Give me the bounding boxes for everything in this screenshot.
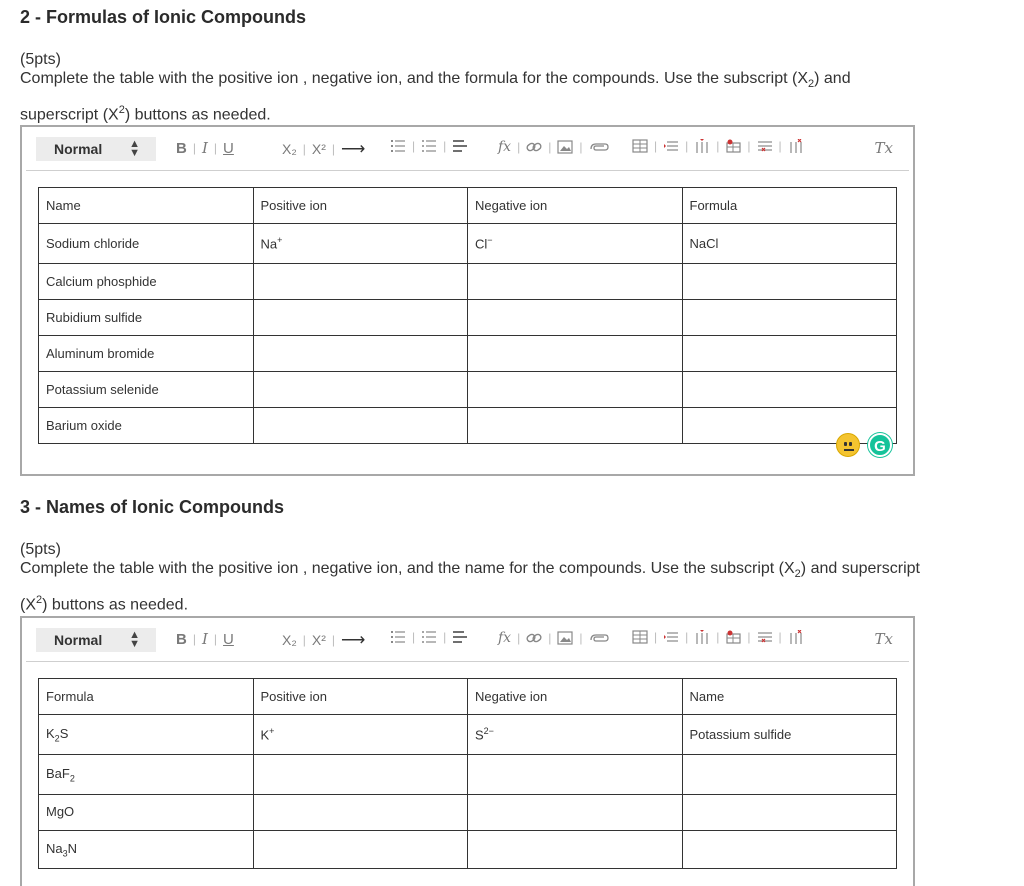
name-cell[interactable]: Aluminum bromide bbox=[39, 336, 254, 372]
separator: | bbox=[685, 630, 689, 644]
positive-ion-cell[interactable]: K+ bbox=[253, 715, 468, 755]
positive-ion-cell[interactable] bbox=[253, 755, 468, 795]
question-title: 2 - Formulas of Ionic Compounds bbox=[20, 7, 307, 27]
bullet-list-icon[interactable] bbox=[421, 630, 437, 644]
negative-ion-cell[interactable] bbox=[468, 300, 683, 336]
superscript-button[interactable]: X² bbox=[311, 141, 326, 157]
separator: | bbox=[517, 140, 521, 154]
table-header-row bbox=[39, 188, 897, 224]
script-group bbox=[282, 139, 365, 159]
table-row bbox=[39, 831, 897, 869]
separator: | bbox=[192, 632, 196, 646]
table-icon[interactable] bbox=[632, 630, 648, 644]
separator: | bbox=[517, 631, 521, 645]
negative-ion-cell[interactable] bbox=[468, 372, 683, 408]
positive-ion-cell[interactable] bbox=[253, 336, 468, 372]
rich-text-editor[interactable] bbox=[20, 125, 915, 476]
formulas-table bbox=[38, 187, 897, 444]
formula-cell[interactable]: $K_2S$ bbox=[39, 715, 254, 755]
arrow-button[interactable]: ⟶ bbox=[341, 139, 366, 158]
negative-ion-cell[interactable] bbox=[468, 831, 683, 869]
table-row bbox=[39, 224, 897, 264]
subscript-button[interactable]: X₂ bbox=[282, 141, 297, 157]
table-row bbox=[39, 300, 897, 336]
header-cell[interactable]: Negative ion bbox=[468, 679, 683, 715]
header-cell[interactable]: Name bbox=[682, 679, 897, 715]
table-group bbox=[632, 630, 804, 644]
table-row bbox=[39, 755, 897, 795]
formula-cell[interactable]: $Na_3N$ bbox=[39, 831, 254, 869]
image-icon[interactable] bbox=[557, 631, 573, 645]
name-cell[interactable]: Sodium chloride bbox=[39, 224, 254, 264]
underline-button[interactable]: U bbox=[223, 139, 234, 157]
insert-group bbox=[498, 139, 610, 155]
formula-cell[interactable]: NaCl bbox=[682, 224, 897, 264]
list-group bbox=[390, 630, 468, 644]
question-instructions: Complete the table with the positive ion , negative ion, and the name for the compounds. Use the subscript $(X_2)$ and superscript $(X^2)$ buttons as needed. bbox=[20, 560, 920, 614]
name-cell[interactable] bbox=[682, 831, 897, 869]
separator: | bbox=[213, 632, 218, 646]
header-cell[interactable]: Positive ion bbox=[253, 679, 468, 715]
separator: | bbox=[579, 631, 583, 645]
formula-button[interactable]: fx bbox=[498, 139, 512, 155]
emoji-face-icon[interactable] bbox=[836, 433, 860, 457]
negative-ion-cell[interactable]: $S^{2-}$ bbox=[468, 715, 683, 755]
positive-ion-cell[interactable] bbox=[253, 795, 468, 831]
formula-button[interactable]: fx bbox=[498, 630, 512, 646]
insert-row-icon[interactable] bbox=[663, 630, 679, 644]
header-cell[interactable]: Formula bbox=[682, 188, 897, 224]
underline-button[interactable]: U bbox=[223, 630, 234, 648]
formula-cell[interactable]: MgO bbox=[39, 795, 254, 831]
separator: | bbox=[302, 142, 306, 156]
negative-ion-cell[interactable] bbox=[468, 336, 683, 372]
delete-table-icon[interactable] bbox=[725, 139, 741, 153]
align-left-icon[interactable] bbox=[452, 139, 468, 153]
negative-ion-cell[interactable] bbox=[468, 795, 683, 831]
question-instructions: Complete the table with the positive ion , negative ion, and the formula for the compounds. Use the subscript $(X_2)$ and superscript $(X^2)$ buttons as needed. bbox=[20, 70, 851, 124]
separator: | bbox=[192, 141, 196, 155]
table-row bbox=[39, 264, 897, 300]
italic-button[interactable]: I bbox=[201, 139, 208, 157]
subscript-button[interactable]: X₂ bbox=[282, 632, 297, 648]
select-arrows-icon: ▲ ▼ bbox=[129, 629, 140, 650]
separator: | bbox=[716, 630, 720, 644]
table-icon[interactable] bbox=[632, 139, 648, 153]
table-row bbox=[39, 715, 897, 755]
rich-text-editor[interactable] bbox=[20, 616, 915, 886]
delete-column-icon[interactable] bbox=[788, 630, 804, 644]
table-row bbox=[39, 336, 897, 372]
separator: | bbox=[654, 630, 658, 644]
attachment-icon[interactable] bbox=[588, 140, 610, 154]
editor-toolbar bbox=[26, 127, 909, 171]
question-points: (5pts) bbox=[20, 51, 61, 68]
align-left-icon[interactable] bbox=[452, 630, 468, 644]
separator: | bbox=[302, 633, 306, 647]
list-group bbox=[390, 139, 468, 153]
positive-ion-cell[interactable]: Na+ bbox=[253, 224, 468, 264]
separator: | bbox=[548, 140, 552, 154]
italic-button[interactable]: I bbox=[201, 630, 208, 648]
insert-column-icon[interactable] bbox=[694, 630, 710, 644]
insert-group bbox=[498, 630, 610, 646]
image-icon[interactable] bbox=[557, 140, 573, 154]
format-group bbox=[176, 630, 234, 648]
separator: | bbox=[654, 139, 658, 153]
table-header-row bbox=[39, 679, 897, 715]
formula-cell[interactable]: BaF$_2$ bbox=[39, 755, 254, 795]
ordered-list-icon[interactable] bbox=[390, 630, 406, 644]
paragraph-style-select[interactable]: Normal ▲ ▼ bbox=[36, 628, 156, 652]
separator: | bbox=[548, 631, 552, 645]
names-table bbox=[38, 678, 897, 869]
name-cell[interactable] bbox=[682, 795, 897, 831]
separator: | bbox=[331, 633, 336, 647]
name-cell[interactable]: Calcium phosphide bbox=[39, 264, 254, 300]
link-icon[interactable] bbox=[526, 140, 542, 154]
separator: | bbox=[213, 141, 218, 155]
name-cell[interactable]: Potassium sulfide bbox=[682, 715, 897, 755]
negative-ion-cell[interactable]: Cl− bbox=[468, 224, 683, 264]
formula-cell[interactable] bbox=[682, 264, 897, 300]
separator: | bbox=[716, 139, 720, 153]
table-row bbox=[39, 408, 897, 444]
positive-ion-cell[interactable] bbox=[253, 372, 468, 408]
insert-row-icon[interactable] bbox=[663, 139, 679, 153]
grammarly-icon[interactable]: G bbox=[868, 433, 892, 457]
arrow-button[interactable]: ⟶ bbox=[341, 630, 366, 649]
script-group bbox=[282, 630, 365, 650]
name-cell[interactable]: Barium oxide bbox=[39, 408, 254, 444]
formula-cell[interactable] bbox=[682, 372, 897, 408]
separator: | bbox=[412, 139, 416, 153]
negative-ion-cell[interactable] bbox=[468, 264, 683, 300]
delete-table-icon[interactable] bbox=[725, 630, 741, 644]
table-group bbox=[632, 139, 804, 153]
insert-column-icon[interactable] bbox=[694, 139, 710, 153]
separator: | bbox=[443, 630, 447, 644]
table-row bbox=[39, 372, 897, 408]
positive-ion-cell[interactable] bbox=[253, 264, 468, 300]
editor-toolbar bbox=[26, 618, 909, 662]
select-arrows-icon: ▲ ▼ bbox=[129, 138, 140, 159]
ordered-list-icon[interactable] bbox=[390, 139, 406, 153]
bold-button[interactable]: B bbox=[176, 139, 187, 157]
paragraph-style-select[interactable]: Normal ▲ ▼ bbox=[36, 137, 156, 161]
separator: | bbox=[331, 142, 336, 156]
positive-ion-cell[interactable] bbox=[253, 300, 468, 336]
bold-button[interactable]: B bbox=[176, 630, 187, 648]
format-group bbox=[176, 139, 234, 157]
header-cell[interactable]: Negative ion bbox=[468, 188, 683, 224]
superscript-button[interactable]: X² bbox=[311, 632, 326, 648]
header-cell[interactable]: Name bbox=[39, 188, 254, 224]
clear-formatting-button[interactable]: Tx bbox=[874, 139, 893, 157]
table-row bbox=[39, 795, 897, 831]
delete-row-icon[interactable] bbox=[757, 630, 773, 644]
link-icon[interactable] bbox=[526, 631, 542, 645]
name-cell[interactable]: Rubidium sulfide bbox=[39, 300, 254, 336]
clear-formatting-button[interactable]: Tx bbox=[874, 630, 893, 648]
separator: | bbox=[747, 139, 751, 153]
attachment-icon[interactable] bbox=[588, 631, 610, 645]
header-cell[interactable]: Positive ion bbox=[253, 188, 468, 224]
header-cell[interactable]: Formula bbox=[39, 679, 254, 715]
separator: | bbox=[778, 139, 782, 153]
separator: | bbox=[685, 139, 689, 153]
positive-ion-cell[interactable] bbox=[253, 408, 468, 444]
delete-column-icon[interactable] bbox=[788, 139, 804, 153]
bullet-list-icon[interactable] bbox=[421, 139, 437, 153]
separator: | bbox=[747, 630, 751, 644]
separator: | bbox=[412, 630, 416, 644]
formula-cell[interactable] bbox=[682, 300, 897, 336]
separator: | bbox=[579, 140, 583, 154]
separator: | bbox=[778, 630, 782, 644]
separator: | bbox=[443, 139, 447, 153]
delete-row-icon[interactable] bbox=[757, 139, 773, 153]
negative-ion-cell[interactable] bbox=[468, 755, 683, 795]
positive-ion-cell[interactable] bbox=[253, 831, 468, 869]
name-cell[interactable]: Potassium selenide bbox=[39, 372, 254, 408]
negative-ion-cell[interactable] bbox=[468, 408, 683, 444]
formula-cell[interactable] bbox=[682, 408, 897, 444]
name-cell[interactable] bbox=[682, 755, 897, 795]
question-title: 3 - Names of Ionic Compounds bbox=[20, 497, 285, 517]
question-points: (5pts) bbox=[20, 541, 61, 558]
formula-cell[interactable] bbox=[682, 336, 897, 372]
